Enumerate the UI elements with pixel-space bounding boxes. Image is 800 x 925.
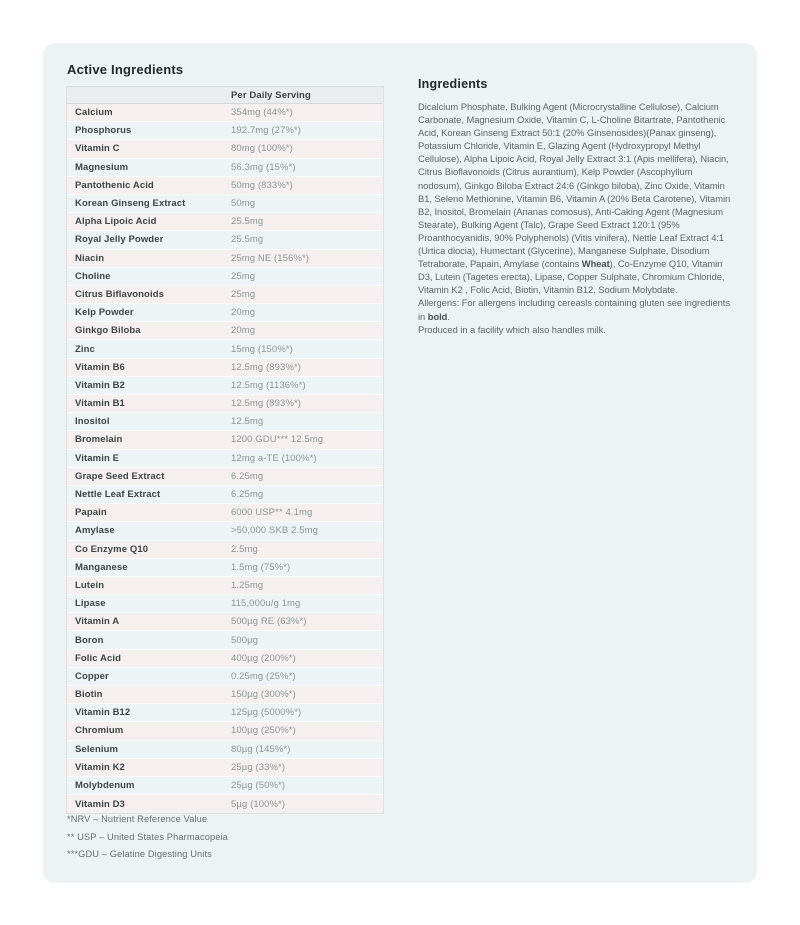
table-row xyxy=(67,322,383,340)
table-row xyxy=(67,431,383,449)
table-row xyxy=(67,195,383,213)
table-row xyxy=(67,468,383,486)
ingredient-value: 12.5mg (1136%*) xyxy=(231,379,306,391)
ingredient-value: 125µg (5000%*) xyxy=(231,707,302,719)
ingredient-value: 115,000u/g 1mg xyxy=(231,598,301,610)
table-row xyxy=(67,104,383,122)
ingredient-name: Lutein xyxy=(75,579,105,591)
ingredient-value: 354mg (44%*) xyxy=(231,107,293,119)
ingredient-value: 12mg a-TE (100%*) xyxy=(231,452,317,464)
table-row xyxy=(67,159,383,177)
ingredient-value: 500µg xyxy=(231,634,259,646)
table-row xyxy=(67,722,383,740)
ingredient-name: Calcium xyxy=(75,107,113,119)
ingredient-name: Magnesium xyxy=(75,161,129,173)
table-row xyxy=(67,177,383,195)
ingredient-name: Inositol xyxy=(75,416,110,428)
ingredient-name: Folic Acid xyxy=(75,652,122,664)
ingredient-name: Korean Ginseng Extract xyxy=(75,198,186,210)
ingredient-value: 12.5mg xyxy=(231,416,264,428)
table-row xyxy=(67,777,383,795)
ingredient-name: Molybdenum xyxy=(75,780,135,792)
ingredient-value: 25.5mg xyxy=(231,234,264,246)
ingredient-name: Vitamin D3 xyxy=(75,798,125,810)
table-row xyxy=(67,559,383,577)
table-row xyxy=(67,704,383,722)
ingredient-name: Phosphorus xyxy=(75,125,132,137)
table-row xyxy=(67,541,383,559)
ingredient-name: Nettle Leaf Extract xyxy=(75,489,161,501)
table-row xyxy=(67,268,383,286)
active-ingredients-table xyxy=(66,86,384,814)
table-row xyxy=(67,450,383,468)
ingredient-value: 6000 USP** 4.1mg xyxy=(231,507,313,519)
ingredient-value: 25mg xyxy=(231,270,256,282)
ingredient-name: Selenium xyxy=(75,743,119,755)
table-row xyxy=(67,759,383,777)
table-row xyxy=(67,395,383,413)
table-row xyxy=(67,340,383,358)
table-row xyxy=(67,631,383,649)
ingredient-name: Copper xyxy=(75,670,109,682)
ingredient-name: Vitamin B2 xyxy=(75,379,125,391)
ingredient-value: 0.25mg (25%*) xyxy=(231,670,296,682)
table-row xyxy=(67,577,383,595)
allergens-bold-word: bold xyxy=(427,310,448,322)
ingredient-name: Zinc xyxy=(75,343,95,355)
table-row xyxy=(67,686,383,704)
ingredient-value: 56.3mg (15%*) xyxy=(231,161,296,173)
ingredients-text xyxy=(418,100,735,296)
ingredient-name: Alpha Lipoic Acid xyxy=(75,216,157,228)
ingredient-value: 5µg (100%*) xyxy=(231,798,286,810)
footnote-usp: ** USP – United States Pharmacopeia xyxy=(67,831,228,842)
ingredient-value: >50,000 SKB 2.5mg xyxy=(231,525,318,537)
ingredient-name: Boron xyxy=(75,634,104,646)
table-row xyxy=(67,140,383,158)
table-row xyxy=(67,613,383,631)
ingredient-value: 25.5mg xyxy=(231,216,264,228)
ingredient-value: 400µg (200%*) xyxy=(231,652,296,664)
table-row xyxy=(67,286,383,304)
allergens-line xyxy=(418,296,735,322)
footnote-nrv: *NRV – Nutrient Reference Value xyxy=(67,814,208,824)
ingredient-value: 80mg (100%*) xyxy=(231,143,293,155)
ingredient-name: Chromium xyxy=(75,725,124,737)
ingredient-value: 80µg (145%*) xyxy=(231,743,291,755)
ingredient-value: 15mg (150%*) xyxy=(231,343,293,355)
ingredient-value: 25µg (50%*) xyxy=(231,780,286,792)
ingredient-value: 1.25mg xyxy=(231,579,264,591)
ingredient-value: 1200 GDU*** 12.5mg xyxy=(231,434,324,446)
ingredient-value: 100µg (250%*) xyxy=(231,725,296,737)
ingredients-section xyxy=(418,77,735,336)
ingredient-name: Grape Seed Extract xyxy=(75,470,165,482)
ingredient-value: 12.5mg (893%*) xyxy=(231,361,302,373)
ingredient-name: Vitamin A xyxy=(75,616,120,628)
table-row xyxy=(67,122,383,140)
table-row xyxy=(67,668,383,686)
ingredient-name: Vitamin C xyxy=(75,143,120,155)
ingredient-name: Ginkgo Biloba xyxy=(75,325,141,337)
table-row xyxy=(67,741,383,759)
table-row xyxy=(67,795,383,813)
ingredient-name: Vitamin B12 xyxy=(75,707,131,719)
ingredient-name: Amylase xyxy=(75,525,115,537)
table-row xyxy=(67,486,383,504)
ingredient-name: Vitamin B6 xyxy=(75,361,125,373)
allergens-suffix: . xyxy=(447,310,450,322)
ingredients-text-after-bold: ), Co-Enzyme Q10, Vitamin D3, Lutein (Tagetes erecta), Lipase, Copper Sulphate, Chromium Chloride, Vitamin K2 , Folic Acid, Biotin, Vitamin B12, Sodium Molybdate. xyxy=(418,258,725,296)
table-row xyxy=(67,250,383,268)
ingredient-value: 25µg (33%*) xyxy=(231,761,286,773)
ingredient-value: 500µg RE (63%*) xyxy=(231,616,307,628)
footnotes xyxy=(67,813,228,866)
facility-note: Produced in a facility which also handles milk. xyxy=(418,323,606,335)
ingredient-value: 150µg (300%*) xyxy=(231,689,296,701)
table-rows xyxy=(67,104,383,813)
ingredients-text-before-bold: Dicalcium Phosphate, Bulking Agent (Microcrystalline Cellulose), Calcium Carbonate, Magnesium Oxide, Vitamin C, L-Choline Bitartrate, Pantothenic Acid, Korean Ginseng Extract 50:1 (20% Ginsenosides)(Panax ginseng), Potassium Chloride, Vitamin E, Glazing Agent (Hydroxypropyl Methyl Cellulose), Alpha Lipoic Acid, Royal Jelly Extract 3:1 (Apis mellifera), Niacin, Citrus Bioflavonoids (Citrus aurantium), Kelp Powder (Ascophyllum nodosum), Ginkgo Biloba Extract 24:6 (Ginkgo biloba), Zinc Oxide, Vitamin B1, Seleno Methionine, Vitamin B6, Vitamin A (20% Beta Carotene), Vitamin B2, Inositol, Bromelain (Ananas comosus), Anti-Caking Agent (Magnesium Stearate), Bulking Agent (Talc), Grape Seed Extract 120:1 (95% Proanthocyanidis, 90% Polyphenols) (Vitis vinifera), Nettle Leaf Extract 4:1 (Urtica diocia), Humectant (Glycerine), Manganese Sulphate, Disodium Tetraborate, Papain, Amylase (contains xyxy=(418,101,731,270)
ingredient-value: 192.7mg (27%*) xyxy=(231,125,302,137)
ingredient-name: Bromelain xyxy=(75,434,123,446)
table-row xyxy=(67,359,383,377)
footnote-gdu: ***GDU – Gelatine Digesting Units xyxy=(67,849,212,859)
nutrition-panel xyxy=(43,43,757,883)
ingredient-name: Vitamin E xyxy=(75,452,120,464)
table-row xyxy=(67,213,383,231)
ingredient-name: Lipase xyxy=(75,598,106,610)
ingredient-value: 1.5mg (75%*) xyxy=(231,561,291,573)
table-row xyxy=(67,595,383,613)
table-row xyxy=(67,231,383,249)
allergens-prefix: Allergens: For allergens including cereasls containing gluten see ingredients in xyxy=(418,297,730,322)
ingredient-value: 25mg NE (156%*) xyxy=(231,252,310,264)
ingredient-name: Vitamin K2 xyxy=(75,761,125,773)
ingredient-value: 50mg xyxy=(231,198,256,210)
table-row xyxy=(67,650,383,668)
ingredient-name: Manganese xyxy=(75,561,128,573)
ingredient-value: 6.25mg xyxy=(231,489,264,501)
ingredient-name: Kelp Powder xyxy=(75,307,134,319)
active-ingredients-title: Active Ingredients xyxy=(67,62,184,77)
allergen-wheat-bold: Wheat xyxy=(581,258,610,270)
ingredients-title: Ingredients xyxy=(418,77,488,91)
ingredient-name: Biotin xyxy=(75,689,103,701)
table-row xyxy=(67,413,383,431)
ingredient-value: 12.5mg (893%*) xyxy=(231,398,302,410)
table-row xyxy=(67,504,383,522)
ingredient-value: 20mg xyxy=(231,307,256,319)
ingredient-value: 20mg xyxy=(231,325,256,337)
table-header-row xyxy=(67,87,383,104)
table-row xyxy=(67,522,383,540)
ingredient-name: Royal Jelly Powder xyxy=(75,234,164,246)
table-row xyxy=(67,377,383,395)
ingredient-name: Niacin xyxy=(75,252,105,264)
ingredient-value: 25mg xyxy=(231,288,256,300)
per-daily-serving-header: Per Daily Serving xyxy=(231,89,311,101)
ingredient-name: Vitamin B1 xyxy=(75,398,125,410)
ingredient-name: Papain xyxy=(75,507,107,519)
ingredient-value: 50mg (833%*) xyxy=(231,179,293,191)
ingredient-value: 2.5mg xyxy=(231,543,258,555)
ingredient-value: 6.25mg xyxy=(231,470,264,482)
ingredient-name: Choline xyxy=(75,270,111,282)
ingredient-name: Pantothenic Acid xyxy=(75,179,154,191)
table-row xyxy=(67,304,383,322)
ingredient-name: Co Enzyme Q10 xyxy=(75,543,149,555)
ingredient-name: Citrus Biflavonoids xyxy=(75,288,164,300)
